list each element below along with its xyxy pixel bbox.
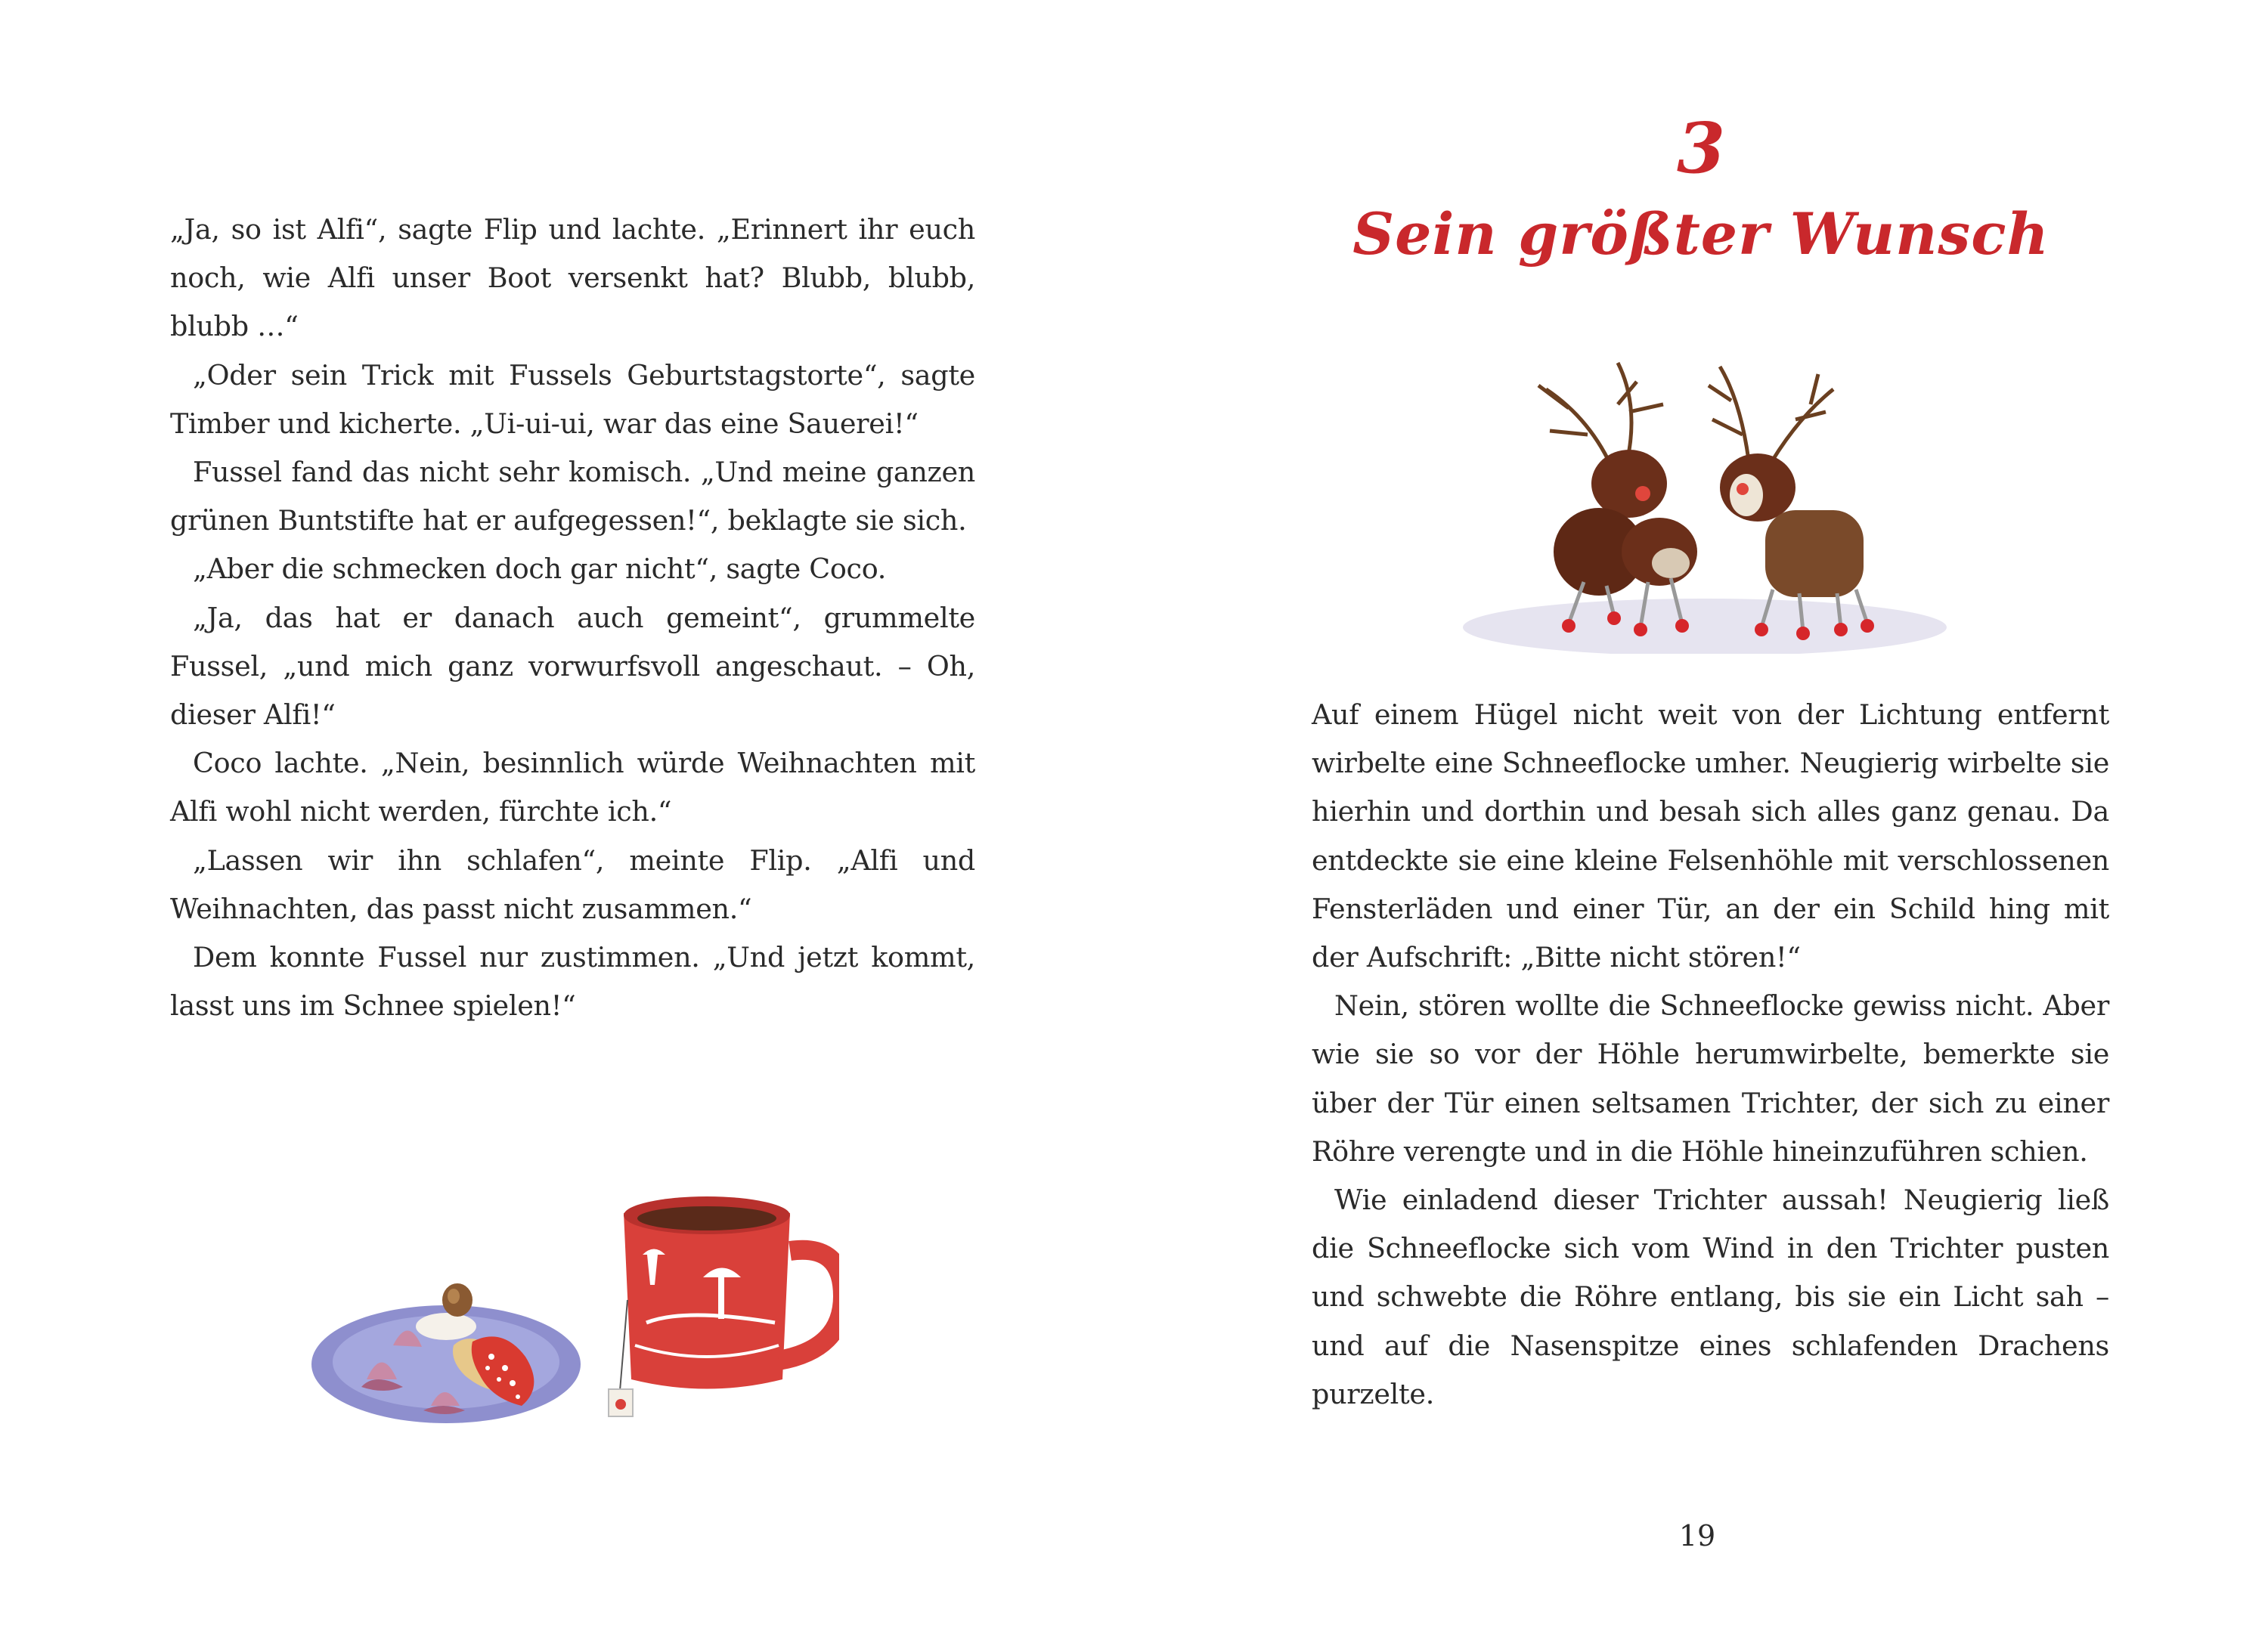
paragraph: Fussel fand das nicht sehr komisch. „Und meine ganzen grünen Buntstifte hat er aufgegessen!“, beklagte sie sich.: [170, 456, 975, 537]
chapter-number: 3: [1676, 107, 1725, 189]
paragraph: „Aber die schmecken doch gar nicht“, sagte Coco.: [193, 552, 887, 586]
chapter-title: Sein größter Wunsch: [1352, 200, 2050, 268]
left-body-text: [170, 206, 975, 1030]
paragraph: „Ja, das hat er danach auch gemeint“, grummelte Fussel, „und mich ganz vorwurfsvoll angeschaut. – Oh, dieser Alfi!“: [170, 601, 975, 732]
paragraph: Dem konnte Fussel nur zustimmen. „Und jetzt kommt, lasst uns im Schnee spielen!“: [170, 941, 975, 1023]
paragraph: „Lassen wir ihn schlafen“, meinte Flip. „Alfi und Weihnachten, das passt nicht zusammen.“: [170, 843, 975, 925]
tea-and-cookies-illustration: [310, 1187, 839, 1459]
right-page: [1134, 0, 2268, 1625]
paragraph: Wie einladend dieser Trichter aussah! Neugierig ließ die Schneeflocke sich vom Wind in den Trichter pusten und schwebte die Röhre entlang, bis sie ein Licht sah – und auf die Nasenspitze eines schlafenden Drachens purzelte.: [1312, 1184, 2109, 1410]
page-number: 19: [1678, 1519, 1716, 1552]
paragraph: Coco lachte. „Nein, besinnlich würde Weihnachten mit Alfi wohl nicht werden, fürchte ich.“: [170, 747, 975, 828]
paragraph: „Oder sein Trick mit Fussels Geburtstagstorte“, sagte Timber und kicherte. „Ui-ui-ui, war das eine Sauerei!“: [170, 358, 975, 440]
reindeer-illustration: [1455, 291, 1947, 654]
paragraph: „Ja, so ist Alfi“, sagte Flip und lachte. „Erinnert ihr euch noch, wie Alfi unser Boot versenkt hat? Blubb, blubb, blubb …“: [170, 213, 975, 343]
right-body-text: [1312, 691, 2109, 1419]
paragraph: Nein, stören wollte die Schneeflocke gewiss nicht. Aber wie sie so vor der Höhle herumwirbelte, bemerkte sie über der Tür einen seltsamen Trichter, der sich zu einer Röhre verengte und in die Höhle hineinzuführen schien.: [1312, 989, 2109, 1168]
paragraph: Auf einem Hügel nicht weit von der Lichtung entfernt wirbelte eine Schneeflocke umher. Neugierig wirbelte sie hierhin und dorthin und besah sich alles ganz genau. Da entdeckte sie eine kleine Felsenhöhle mit verschlossenen Fensterläden und einer Tür, an der ein Schild hing mit der Aufschrift: „Bitte nicht stören!“: [1312, 698, 2109, 974]
